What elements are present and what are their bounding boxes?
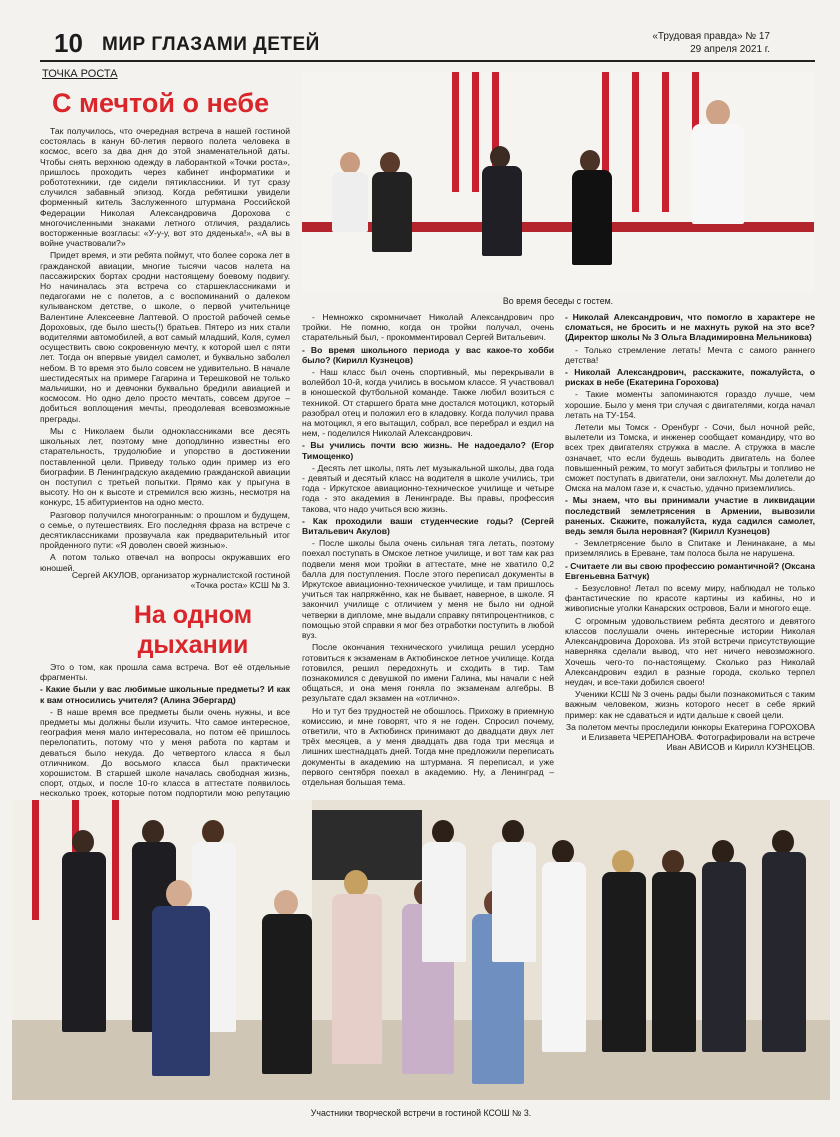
article2-body-col1 <box>40 662 290 802</box>
paragraph: Так получилось, что очередная встреча в нашей гостиной состоялась в канун 60-летия первого полета человека в космос, всего за два дня до этой знаменательной даты. Чтобы снять верхнюю одежду в лаборанткой «Точки роста», пришлось проходить через кабинет информатики и робототехники, где сидели пятиклассники. И тут сразу случился забавный эпизод. Когда ребятишки увидели форменный китель Заслуженного штурмана Российской Федерации Николая Александровича Дорохова с многочисленными знаками летного отличия, раздались восторженные возгласы: «У-у-у, вот это дяденька!», «А вы в войне участвовали?» <box>40 126 290 249</box>
paragraph: Придет время, и эти ребята поймут, что более сорока лет в гражданской авиации, многие тысячи часов налета на пассажирских бортах сродни настоящему боевому подвигу. Но начиналась эта встреча со старшеклассниками и педагогами не с полетов, а с воспоминаний о далеком кулыванском детстве, о школе, о первой учительнице Валентине Алексеевне Лаптевой. О простой рабочей семье Дороховых, где было шесть(!) братьев. Пятеро из них стали водителями автомобилей, а вот самый младший, Коля, сумел осуществить свою сокровенную мечту, к которой шел с пяти лет. Тогда он впервые увидел самолет, и буквально заболел небом. В то время это было совсем не удивительно. В начале шестидесятых на примере Гагарина и Терешковой не только мальчишки, но и девчонки буквально бредили авиацией и космосом. Но одно дело просто мечтать, совсем другое – добиться воплощения мечты, преодолевая всевозможные преграды. <box>40 250 290 424</box>
page-header <box>40 28 800 58</box>
article1-title: С мечтой о небе <box>52 88 270 118</box>
paragraph: С огромным удовольствием ребята десятого и девятого классов послушали очень интересные истории Николая Александровича Дорохова. Из этой встречи присутствующие наверняка сделали вывод, что нет ничего невозможного. Хочешь чего-то по-настоящему. Сколько раз Николай Александрович ездил в разные города, сколько терпел неудач, и все-таки добился своего! <box>565 615 815 687</box>
paragraph: - Такие моменты запоминаются гораздо лучше, чем хорошие. Было у меня три случая с двигателями, когда начал летать на ТУ-154. <box>565 389 815 420</box>
photo-group <box>12 800 830 1100</box>
header-rule <box>40 60 815 62</box>
page-number: 10 <box>54 28 83 58</box>
paragraph: - Безусловно! Летал по всему миру, наблюдал не только фантастические по красоте картины из кабины, но и живописные уголки Канарских островов, Бали и многого еще. <box>565 583 815 614</box>
paragraph: - После школы была очень сильная тяга летать, поэтому поехал поступать в Омское летное училище, и вот там как раз подвели меня мои тройки в аттестате, мне не хватило 0,2 балла для поступления. После этого переписал документы в Иркутское авиационно-техническое училище, и там пришлось учиться так напряжённо, как не бывает, наверное, в школе. Я закончил училище с отличием у меня не было ни одной четверки в дипломе, мне выдали справку пятипроцентников, с помощью этой справки я мог без отработки поступить в любой вуз. <box>302 538 554 641</box>
photo1-caption: Во время беседы с гостем. <box>502 296 614 306</box>
wall-stripe <box>112 800 119 920</box>
article2-body-col3 <box>565 312 815 792</box>
paragraph: - Землетрясение было в Спитаке и Ленинакане, а мы приземлялись в Ереване, там полоса была не нарушена. <box>565 538 815 559</box>
photo2-caption: Участники творческой встречи в гостиной КСОШ № 3. <box>310 1108 532 1118</box>
wall-stripe <box>472 72 479 192</box>
rubric: ТОЧКА РОСТА <box>42 68 118 80</box>
paragraph: А потом только отвечал на вопросы окружавших его юношей. <box>40 552 290 573</box>
paragraph: - Наш класс был очень спортивный, мы перекрывали в волейбол 10-й, когда учились в восьмом классе. Я участвовал в юношеской футбольной команде. Также любил возиться с техникой. От старшего брата мне достался мотоцикл, который разобрал отец и положил его в кладовку. Когда получил права на мотоцикл, я его вытащил, собрал, все перебрал и ездил на нем, - поделился Николай Александрович. <box>302 367 554 439</box>
question: - Считаете ли вы свою профессию романтичной? (Оксана Евгеньевна Батчук) <box>565 560 815 581</box>
article1-body <box>40 126 290 573</box>
question: - Мы знаем, что вы принимали участие в ликвидации последствий землетрясения в Армении, вывозили раненых. Скажите, пожалуйста, куда садился самолет, ведь земля была неровная? (Кирилл Кузнецов) <box>565 495 815 537</box>
wall-stripe <box>32 800 39 920</box>
blackboard <box>312 810 422 880</box>
article1-signature: Сергей АКУЛОВ, организатор журналистской гостиной «Точка роста» КСШ № 3. <box>71 570 290 590</box>
paragraph: Но и тут без трудностей не обошлось. Прихожу в приемную комиссию, и мне говорят, что я не годен. Спросил почему, ответили, что в Актюбинск принимают до двадцати двух лет трёх месяцев, а у меня двадцать два года три месяца и лишних шестнадцать дней. Тогда мне предложили переписать документы в академию на штурмана. Я переписал, и уже первого сентября поехал в академию. Ну, а Ленинград – отдельная большая тема. <box>302 705 554 787</box>
paragraph: Это о том, как прошла сама встреча. Вот её отдельные фрагменты. <box>40 662 290 683</box>
paragraph: Мы с Николаем были одноклассниками все десять школьных лет, поэтому мне доподлинно известны его старательность, трудолюбие и упорство в достижении поставленной цели. Приведу только один пример из его биографии. В Ленинградскую академию гражданской авиации он поступил с третьей попытки. Прямо как у прыгуна в высоту. Но он к высоте и стремился всю жизнь, несмотря на конкурс, 15 абитуриентов на одно место. <box>40 425 290 508</box>
paragraph: Летели мы Томск - Оренбург - Сочи, был ночной рейс, вылетели из Томска, и инженер сообщает командиру, что во всех трех двигателях стружка в масле. А стружка в масле означает, что если будешь выводить двигатель на более повышенный режим, то могут забиться фильтры и топливо не сможет поступать в двигатели, они заглохнут. Мы долетели до Омска на малом газе и, к счастью, удачно приземлились. <box>565 422 815 494</box>
question: - Какие были у вас любимые школьные предметы? И как к вам относились учителя? (Алина Эбергард) <box>40 684 290 705</box>
question: - Вы учились почти всю жизнь. Не надоедало? (Егор Тимощенко) <box>302 440 554 461</box>
section-title: МИР ГЛАЗАМИ ДЕТЕЙ <box>102 34 320 55</box>
photo-conversation <box>302 72 814 292</box>
paragraph: - Немножко скромничает Николай Александрович про тройки. Не помню, когда он тройки получал, очень старательный был, - прокомментировал Сергей Витальевич. <box>302 312 554 343</box>
wall-stripe <box>452 72 459 192</box>
paper-name: «Трудовая правда» № 17 <box>652 31 770 42</box>
paragraph: Разговор получился многогранным: о прошлом и будущем, о семье, о путешествиях. Его последняя фраза на встрече с десятиклассниками прозвучала как предварительный итог пройденного пути: «Я доволен своей жизнью». <box>40 509 290 551</box>
wall-stripe <box>632 72 639 212</box>
article2-signature: За полетом мечты проследили юнкоры Екатерина ГОРОХОВА и Елизавета ЧЕРЕПАНОВА. Фотографировали на встрече Иван АВИСОВ и Кирилл КУЗНЕЦОВ. <box>565 721 815 753</box>
paragraph: - Только стремление летать! Мечта с самого раннего детства! <box>565 344 815 365</box>
paragraph: После окончания технического училища решил усердно готовиться к экзаменам в Актюбинское летное училище. Когда готовился, решил передохнуть и сходить в тир. Там познакомился с девушкой по имени Галина, мы начали с ней общаться, и она меня гоняла по экзаменам алгебры. В результате сдал экзамен на «отлично». <box>302 642 554 704</box>
article2-title: На одном дыхании <box>133 601 253 659</box>
article2-body-col2 <box>302 312 554 792</box>
question: - Как проходили ваши студенческие годы? (Сергей Витальевич Акулов) <box>302 515 554 537</box>
issue-date: 29 апреля 2021 г. <box>690 44 770 55</box>
question: - Николай Александрович, расскажите, пожалуйста, о рисках в небе (Екатерина Горохова) <box>565 367 815 388</box>
question: - Во время школьного периода у вас какое-то хобби было? (Кирилл Кузнецов) <box>302 344 554 365</box>
paragraph: Ученики КСШ № 3 очень рады были познакомиться с таким важным человеком, жизнь которого несет в себе яркий пример: как не сдаваться и идти дальше к своей цели. <box>565 689 815 720</box>
question: - Николай Александрович, что помогло в характере не сломаться, не бросить и не махнуть рукой на это все? (Директор школы № 3 Ольга Владимировна Мельникова) <box>565 312 815 343</box>
paragraph: - В наше время все предметы были очень нужны, и все предметы мы должны были изучить. Что самое интересное, география меня мало интересовала, но потом её пришлось перелопатить, потому что у меня работа по картам и деваться было некуда. До четвертого класса я был отличником. До восьмого класса был практически хорошистом. В старшей школе началась свободная жизнь, спорт, отдых, и после 10-го класса в аттестате появилось несколько троек, которые потом подпортили мою репутацию <box>40 706 290 799</box>
wall-stripe <box>662 72 669 212</box>
paragraph: - Десять лет школы, пять лет музыкальной школы, два года - девятый и десятый класс на водителя в школе учились, три года - Иркутское авиационно-техническое училище и четыре года - это академия в Ленинграде. Вы правы, профессия такова, что надо учиться всю жизнь. <box>302 462 554 514</box>
issue-info <box>652 30 770 56</box>
